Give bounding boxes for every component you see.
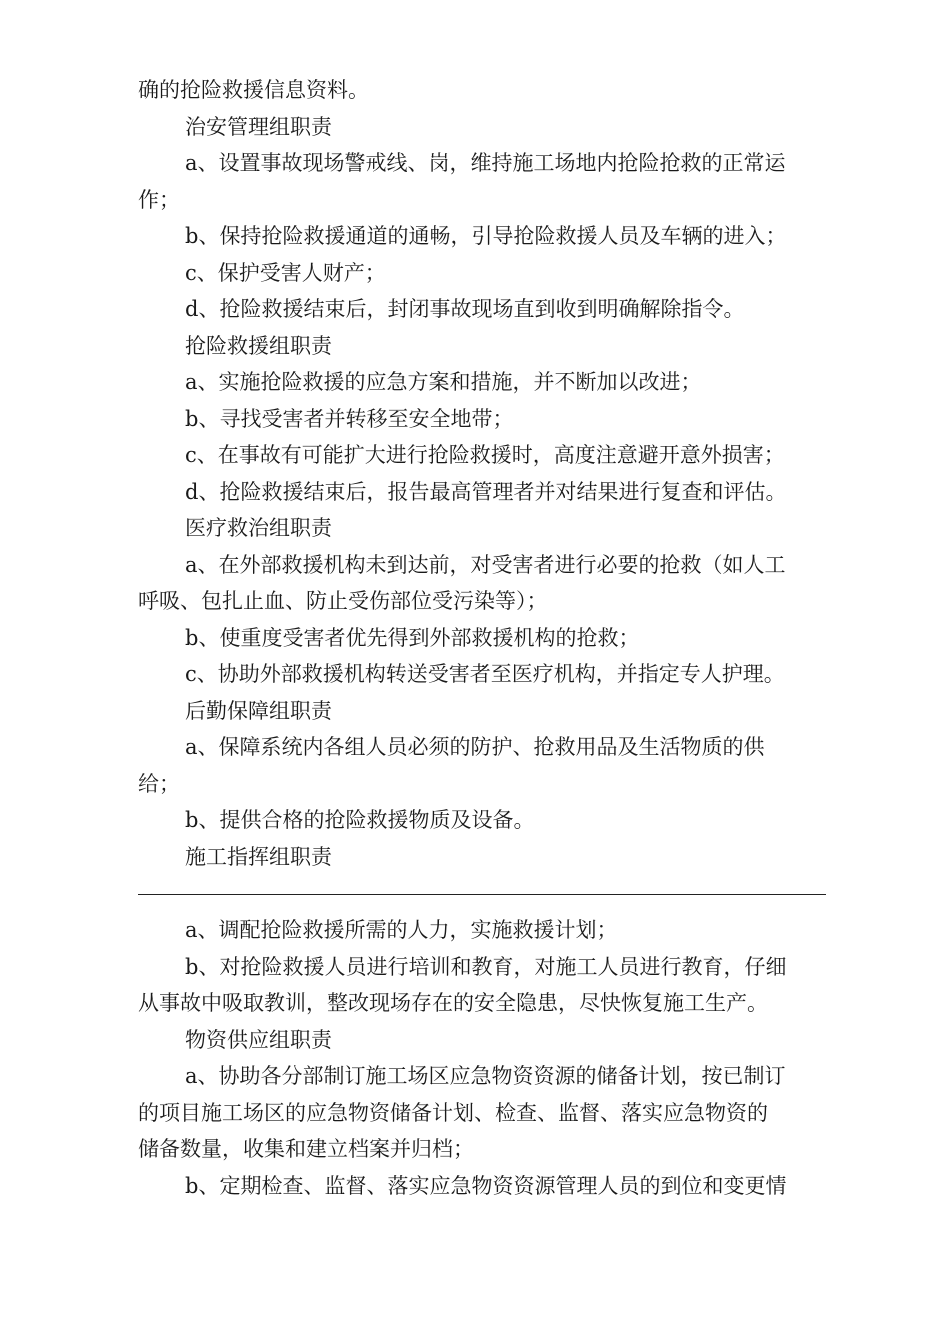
paragraph-line: d、抢险救援结束后，封闭事故现场直到收到明确解除指令。	[185, 297, 745, 321]
document-page	[138, 72, 826, 1204]
paragraph-line: 储备数量，收集和建立档案并归档；	[138, 1137, 474, 1161]
paragraph-line: 施工指挥组职责	[185, 844, 332, 869]
paragraph-line: 治安管理组职责	[185, 114, 332, 139]
paragraph-line: b、定期检查、监督、落实应急物资资源管理人员的到位和变更情	[185, 1173, 787, 1198]
paragraph-line: b、使重度受害者优先得到外部救援机构的抢救；	[185, 625, 640, 650]
paragraph-line: 抢险救援组职责	[185, 333, 332, 358]
paragraph-line: 给；	[138, 771, 180, 796]
paragraph-line: 后勤保障组职责	[185, 698, 332, 723]
document-section-upper	[138, 72, 826, 875]
paragraph-line: c、保护受害人财产；	[185, 260, 386, 285]
paragraph-line: b、对抢险救援人员进行培训和教育，对施工人员进行教育，仔细	[185, 954, 787, 979]
paragraph-line: 作；	[138, 187, 180, 212]
paragraph-line: 医疗救治组职责	[185, 516, 332, 540]
paragraph-line: b、保持抢险救援通道的通畅，引导抢险救援人员及车辆的进入；	[185, 224, 787, 248]
paragraph-line: a、保障系统内各组人员必须的防护、抢救用品及生活物质的供	[185, 735, 765, 759]
paragraph-line: 的项目施工场区的应急物资储备计划、检查、监督、落实应急物资的	[138, 1100, 768, 1125]
paragraph-line: a、实施抢险救援的应急方案和措施，并不断加以改进；	[185, 370, 702, 394]
paragraph-line: a、设置事故现场警戒线、岗，维持施工场地内抢险抢救的正常运	[185, 151, 786, 175]
paragraph-line: a、协助各分部制订施工场区应急物资资源的储备计划，按已制订	[185, 1064, 786, 1088]
paragraph-line: b、提供合格的抢险救援物质及设备。	[185, 808, 535, 832]
paragraph-line: 从事故中吸取教训，整改现场存在的安全隐患，尽快恢复施工生产。	[138, 991, 768, 1015]
document-section-lower	[138, 912, 826, 1204]
paragraph-line: d、抢险救援结束后，报告最高管理者并对结果进行复查和评估。	[185, 479, 787, 504]
paragraph-line: a、在外部救援机构未到达前，对受害者进行必要的抢救（如人工	[185, 552, 786, 577]
paragraph-line: b、寻找受害者并转移至安全地带；	[185, 406, 514, 431]
paragraph-line: 确的抢险救援信息资料。	[138, 78, 369, 102]
paragraph-line: c、在事故有可能扩大进行抢险救援时，高度注意避开意外损害；	[185, 443, 785, 467]
paragraph-line: 呼吸、包扎止血、防止受伤部位受污染等）；	[138, 589, 548, 613]
paragraph-line: 物资供应组职责	[185, 1027, 332, 1052]
paragraph-line: a、调配抢险救援所需的人力，实施救援计划；	[185, 918, 618, 942]
paragraph-line: c、协助外部救援机构转送受害者至医疗机构，并指定专人护理。	[185, 662, 785, 686]
page-divider	[138, 894, 826, 895]
